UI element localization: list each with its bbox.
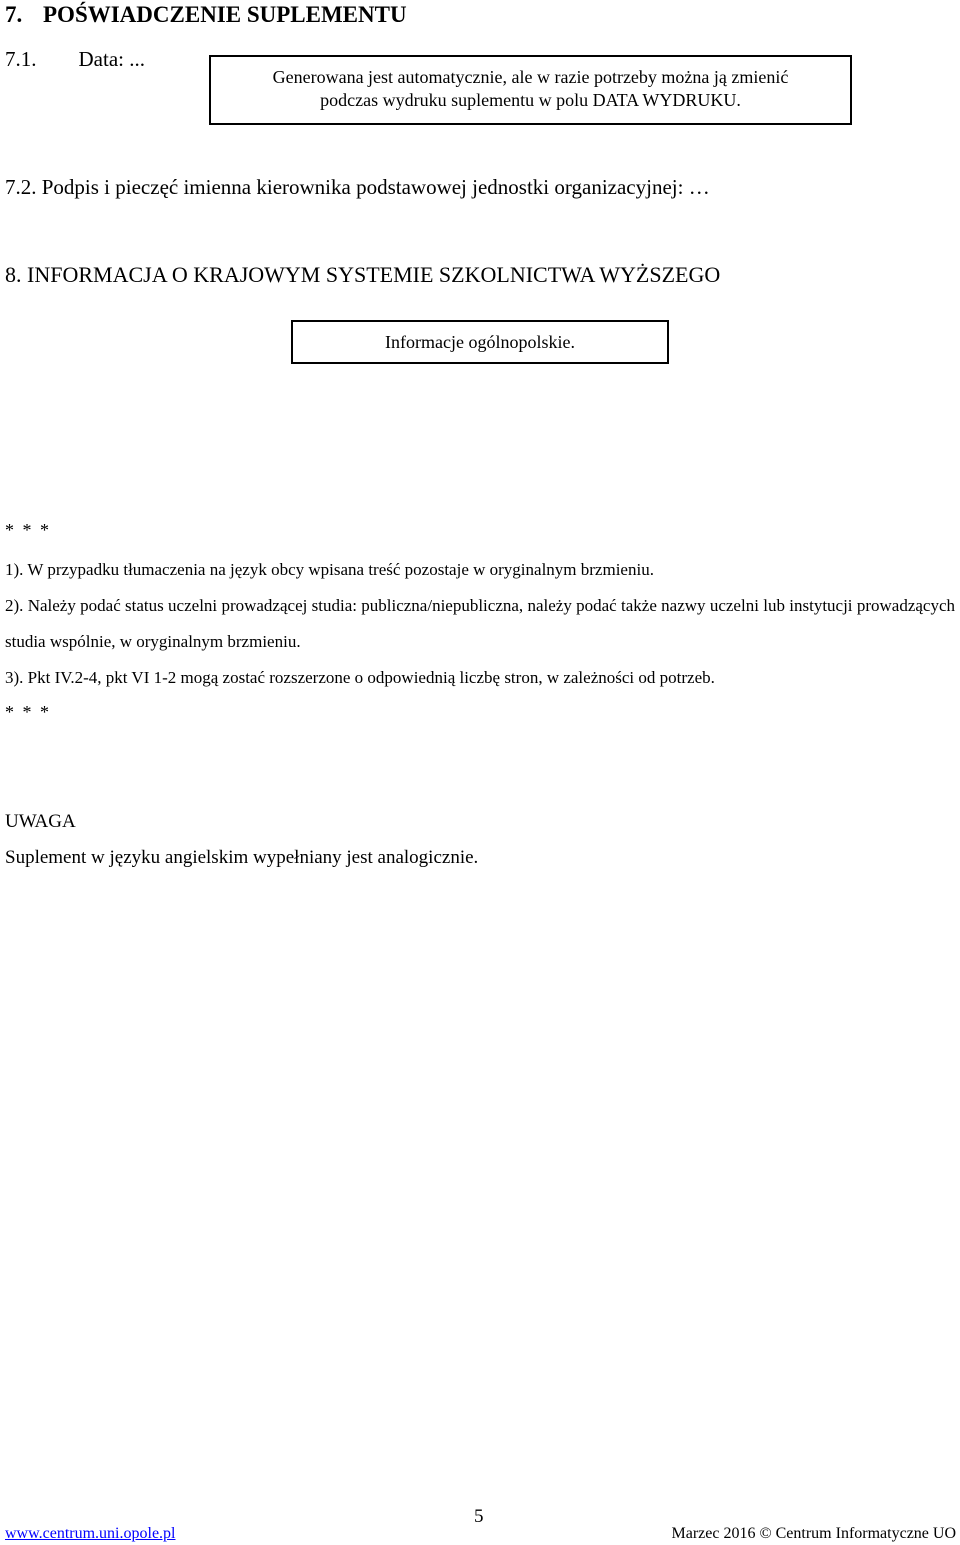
item-7-1-label: Data: ...: [78, 47, 145, 71]
section-8-heading: 8. INFORMACJA O KRAJOWYM SYSTEMIE SZKOLNICTWA WYŻSZEGO: [5, 262, 721, 287]
footnote-1: 1). W przypadku tłumaczenia na język obcy wpisana treść pozostaje w oryginalnym brzmieniu.: [5, 560, 654, 579]
separator-top: * * *: [5, 520, 51, 540]
date-info-line-2: podczas wydruku suplementu w polu DATA WYDRUKU.: [320, 90, 741, 110]
item-7-1-number: 7.1.: [5, 47, 37, 71]
item-7-1: [5, 47, 145, 72]
item-7-2-signature: 7.2. Podpis i pieczęć imienna kierownika podstawowej jednostki organizacyjnej: …: [5, 175, 710, 199]
section-7-number: 7.: [5, 2, 23, 27]
date-info-box: [209, 55, 852, 125]
national-info-text: Informacje ogólnopolskie.: [385, 332, 575, 352]
date-info-line-1: Generowana jest automatycznie, ale w razie potrzeby można ją zmienić: [272, 67, 789, 87]
footer-copyright: Marzec 2016 © Centrum Informatyczne UO: [671, 1525, 956, 1542]
page-number: 5: [474, 1506, 484, 1527]
section-7-heading: [5, 2, 407, 28]
footnote-2: 2). Należy podać status uczelni prowadzącej studia: publiczna/niepubliczna, należy podać także nazwy uczelni lub instytucji prowadzących studia wspólnie, w oryginalnym brzmieniu.: [5, 596, 955, 651]
section-7-title: POŚWIADCZENIE SUPLEMENTU: [43, 2, 407, 27]
separator-bottom: * * *: [5, 702, 51, 722]
website-link[interactable]: www.centrum.uni.opole.pl: [5, 1525, 176, 1542]
uwaga-heading: UWAGA: [5, 811, 76, 832]
uwaga-text: Suplement w języku angielskim wypełniany jest analogicznie.: [5, 847, 479, 868]
footnote-3: 3). Pkt IV.2-4, pkt VI 1-2 mogą zostać rozszerzone o odpowiednią liczbę stron, w zależności od potrzeb.: [5, 668, 715, 687]
national-info-box: [291, 320, 669, 364]
